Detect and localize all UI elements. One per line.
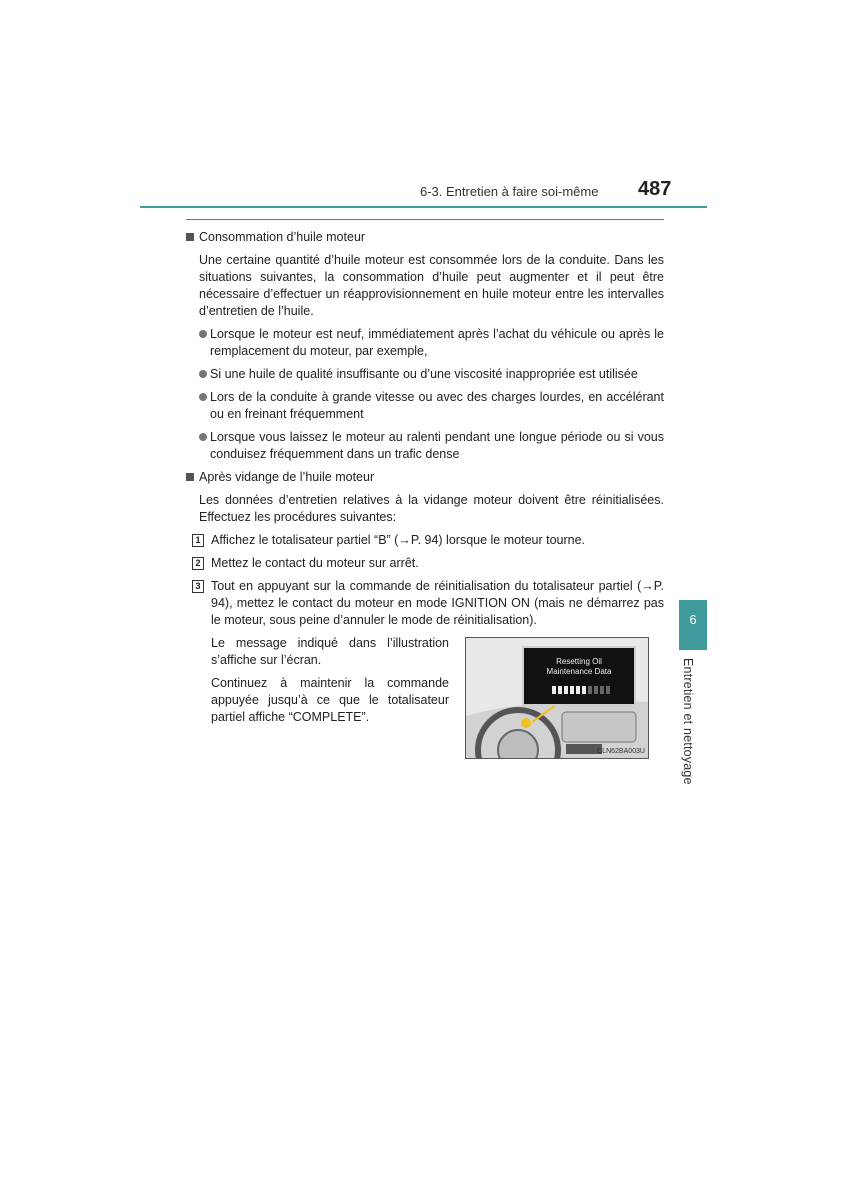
step-number-box: 1 bbox=[192, 534, 204, 547]
screen-text-line2: Maintenance Data bbox=[546, 667, 612, 676]
step-item bbox=[192, 555, 664, 572]
section-heading-text: Après vidange de l’huile moteur bbox=[199, 470, 375, 484]
section-heading-after-oil-change bbox=[186, 469, 664, 486]
header-subrule bbox=[186, 219, 664, 220]
list-item-text: Si une huile de qualité insuffisante ou d’une viscosité inappropriée est utilisée bbox=[210, 367, 638, 381]
running-header-section: 6-3. Entretien à faire soi-même bbox=[420, 184, 599, 199]
figure-code: CLN62BA003U bbox=[597, 748, 645, 755]
progress-segment bbox=[582, 686, 586, 694]
dashboard-illustration bbox=[465, 637, 649, 759]
square-bullet-icon bbox=[186, 233, 194, 241]
round-bullet-icon bbox=[199, 330, 207, 338]
round-bullet-icon bbox=[199, 433, 207, 441]
progress-segment bbox=[564, 686, 568, 694]
list-item bbox=[199, 326, 664, 360]
step-text: Affichez le totalisateur partiel “B” (→P. 94) lorsque le moteur tourne. bbox=[211, 533, 586, 547]
section-intro-paragraph: Les données d’entretien relatives à la vidange moteur doivent être réinitialisées. Effectuez les procédures suivantes: bbox=[199, 493, 664, 524]
bullet-list bbox=[199, 326, 664, 463]
step-number-box: 3 bbox=[192, 580, 204, 593]
step-item bbox=[192, 532, 664, 549]
header-rule bbox=[140, 206, 707, 208]
step-text: Mettez le contact du moteur sur arrêt. bbox=[211, 556, 419, 570]
list-item bbox=[199, 429, 664, 463]
progress-segment bbox=[594, 686, 598, 694]
list-item bbox=[199, 389, 664, 423]
progress-segment bbox=[576, 686, 580, 694]
list-item-text: Lorsque le moteur est neuf, immédiatement après l’achat du véhicule ou après le remplacement du moteur, par exemple, bbox=[210, 327, 664, 358]
section-heading-text: Consommation d’huile moteur bbox=[199, 230, 366, 244]
section-heading-oil-consumption bbox=[186, 229, 664, 246]
step-note: Continuez à maintenir la commande appuyée jusqu’à ce que le totalisateur partiel affiche “COMPLETE”. bbox=[211, 676, 449, 724]
round-bullet-icon bbox=[199, 393, 207, 401]
progress-segment bbox=[588, 686, 592, 694]
section-intro-paragraph: Une certaine quantité d’huile moteur est consommée lors de la conduite. Dans les situations suivantes, la consommation d’huile peut augmenter et il peut être nécessaire d’effectuer un réapprovisionnement en huile moteur entre les intervalles d’entretien de l’huile. bbox=[199, 253, 664, 318]
page-number: 487 bbox=[638, 178, 672, 200]
progress-segment bbox=[606, 686, 610, 694]
list-item-text: Lors de la conduite à grande vitesse ou avec des charges lourdes, en accélérant ou en freinant fréquemment bbox=[210, 390, 664, 421]
round-bullet-icon bbox=[199, 370, 207, 378]
chapter-tab: 6 bbox=[679, 600, 707, 650]
progress-segment bbox=[570, 686, 574, 694]
chapter-tab-label: Entretien et nettoyage bbox=[681, 658, 695, 785]
step-note: Le message indiqué dans l’illustration s’affiche sur l’écran. bbox=[211, 636, 449, 667]
step-text: Tout en appuyant sur la commande de réinitialisation du totalisateur partiel (→P. 94), mettez le contact du moteur en mode IGNITION ON (mais ne démarrez pas le moteur, sous peine d’annuler le mode de réinitialisation). bbox=[211, 579, 664, 627]
square-bullet-icon bbox=[186, 473, 194, 481]
list-item bbox=[199, 366, 664, 383]
step-number-box: 2 bbox=[192, 557, 204, 570]
list-item-text: Lorsque vous laissez le moteur au ralenti pendant une longue période ou si vous conduisez fréquemment dans un trafic dense bbox=[210, 430, 664, 461]
screen-text-line1: Resetting Oil bbox=[556, 657, 602, 666]
display-screen bbox=[522, 646, 636, 706]
step-notes bbox=[211, 635, 449, 726]
progress-segment bbox=[600, 686, 604, 694]
progress-segment bbox=[552, 686, 556, 694]
progress-segment bbox=[558, 686, 562, 694]
